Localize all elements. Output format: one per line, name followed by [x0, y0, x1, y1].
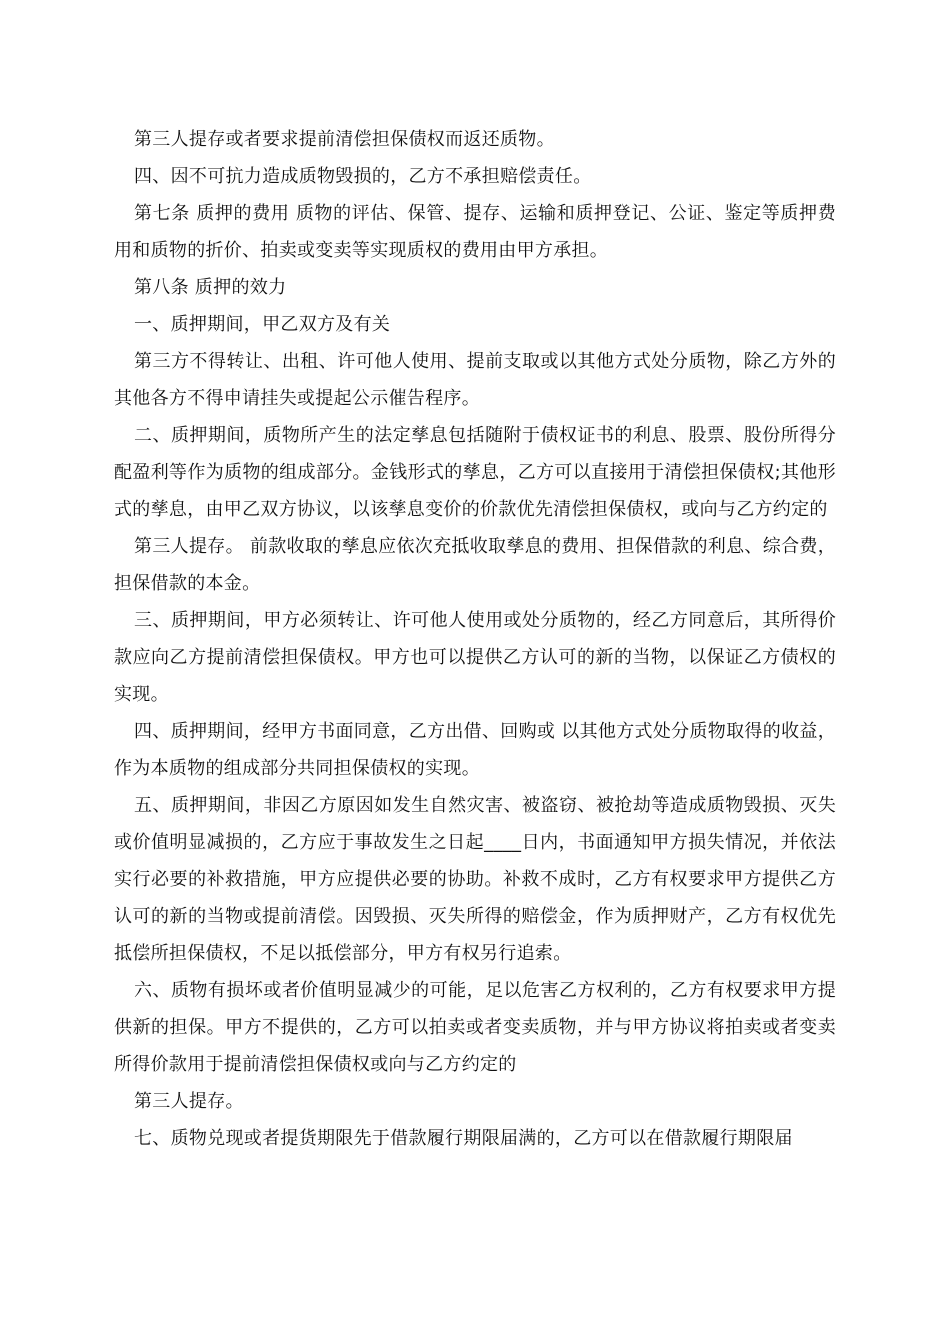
- document-body: [114, 121, 836, 1157]
- paragraph-14: 七、质物兑现或者提货期限先于借款履行期限届满的，乙方可以在借款履行期限届: [134, 1128, 793, 1149]
- paragraph-1: 第三人提存或者要求提前清偿担保债权而返还质物。: [134, 129, 555, 150]
- paragraph-6: 第三方不得转让、出租、许可他人使用、提前支取或以其他方式处分质物，除乙方外的其他各方不得申请挂失或提起公示催告程序。: [114, 351, 836, 409]
- paragraph-5: 一、质押期间，甲乙双方及有关: [134, 314, 391, 335]
- paragraph-article-8-heading: 第八条 质押的效力: [134, 277, 287, 298]
- paragraph-8: 第三人提存。 前款收取的孳息应依次充抵收取孳息的费用、担保借款的利息、综合费，担保借款的本金。: [114, 536, 836, 594]
- paragraph-10: 四、质押期间，经甲方书面同意，乙方出借、回购或 以其他方式处分质物取得的收益，作为本质物的组成部分共同担保债权的实现。: [114, 721, 836, 779]
- paragraph-7: 二、质押期间，质物所产生的法定孳息包括随附于债权证书的利息、股票、股份所得分配盈利等作为质物的组成部分。金钱形式的孳息，乙方可以直接用于清偿担保债权;其他形式的孳息，由甲乙双方协议，以该孳息变价的价款优先清偿担保债权，或向与乙方约定的: [114, 425, 836, 520]
- paragraph-13: 第三人提存。: [134, 1091, 244, 1112]
- paragraph-article-7: 第七条 质押的费用 质物的评估、保管、提存、运输和质押登记、公证、鉴定等质押费用和质物的折价、拍卖或变卖等实现质权的费用由甲方承担。: [114, 203, 836, 261]
- paragraph-11: 五、质押期间，非因乙方原因如发生自然灾害、被盗窃、被抢劫等造成质物毁损、灭失或价值明显减损的，乙方应于事故发生之日起____日内，书面通知甲方损失情况，并依法实行必要的补救措施，甲方应提供必要的协助。补救不成时，乙方有权要求甲方提供乙方认可的新的当物或提前清偿。因毁损、灭失所得的赔偿金，作为质押财产，乙方有权优先抵偿所担保债权，不足以抵偿部分，甲方有权另行追索。: [114, 795, 836, 964]
- paragraph-9: 三、质押期间，甲方必须转让、许可他人使用或处分质物的，经乙方同意后，其所得价款应向乙方提前清偿担保债权。甲方也可以提供乙方认可的新的当物，以保证乙方债权的实现。: [114, 610, 836, 705]
- paragraph-12: 六、质物有损坏或者价值明显减少的可能，足以危害乙方权利的，乙方有权要求甲方提供新的担保。甲方不提供的，乙方可以拍卖或者变卖质物，并与甲方协议将拍卖或者变卖所得价款用于提前清偿担保债权或向与乙方约定的: [114, 980, 836, 1075]
- paragraph-2: 四、因不可抗力造成质物毁损的，乙方不承担赔偿责任。: [134, 166, 592, 187]
